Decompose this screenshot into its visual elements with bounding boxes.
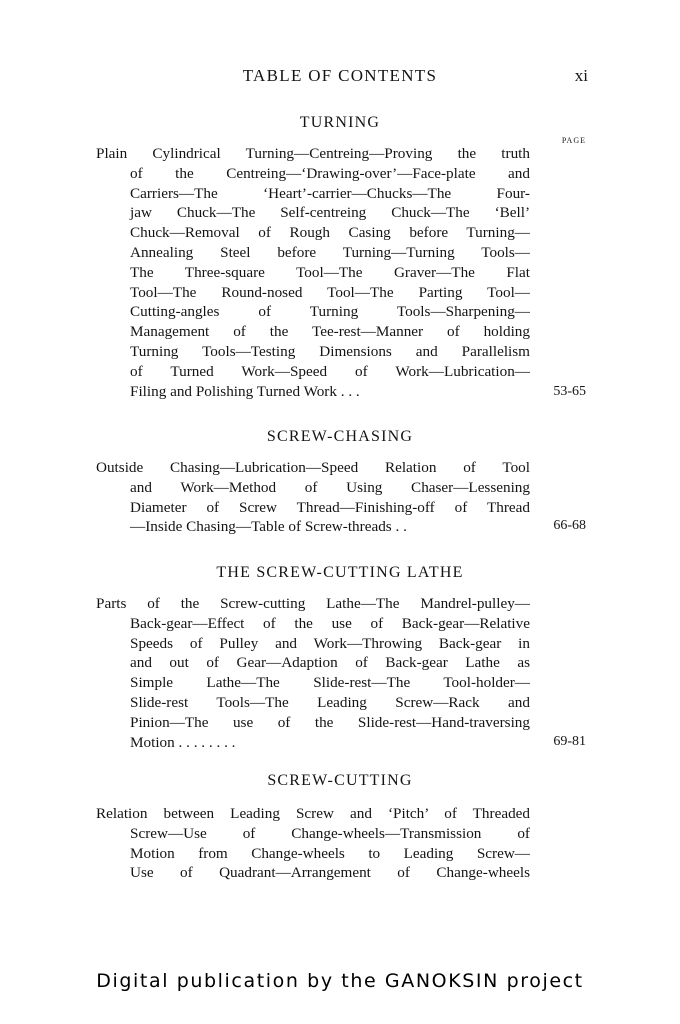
toc-line: Motion from Change-wheels to Leading Screw— bbox=[130, 844, 530, 862]
section-heading-screw-chasing: SCREW-CHASING bbox=[266, 428, 414, 445]
toc-line: Carriers—The ‘Heart’-carrier—Chucks—The Four- bbox=[130, 184, 530, 202]
toc-line: Screw—Use of Change-wheels—Transmission of bbox=[130, 824, 530, 842]
toc-entry-turning bbox=[96, 144, 530, 401]
toc-line: Tool—The Round-nosed Tool—The Parting Tool— bbox=[130, 283, 530, 301]
toc-entry-screw-chasing bbox=[96, 458, 530, 537]
toc-line: Parts of the Screw-cutting Lathe—The Mandrel-pulley— bbox=[96, 595, 530, 612]
running-head bbox=[0, 66, 680, 92]
toc-line: Slide-rest Tools—The Leading Screw—Rack and bbox=[130, 693, 530, 711]
toc-line: Chuck—Removal of Rough Casing before Turning— bbox=[130, 224, 530, 242]
toc-line: and out of Gear—Adaption of Back-gear Lathe as bbox=[130, 654, 530, 672]
toc-line: Use of Quadrant—Arrangement of Change-wheels bbox=[130, 864, 530, 882]
section-heading-screw-cutting: SCREW-CUTTING bbox=[267, 772, 413, 789]
toc-line: Outside Chasing—Lubrication—Speed Relation of Tool bbox=[96, 459, 530, 476]
page-range-turning: 53-65 bbox=[553, 384, 586, 399]
toc-entry-screw-cutting-lathe bbox=[96, 594, 530, 752]
toc-line: Back-gear—Effect of the use of Back-gear—Relative bbox=[130, 614, 530, 632]
toc-line: Cutting-angles of Turning Tools—Sharpening— bbox=[130, 303, 530, 321]
publisher-footer: Digital publication by the GANOKSIN project bbox=[96, 970, 584, 992]
toc-line: —Inside Chasing—Table of Screw-threads . . bbox=[130, 518, 407, 536]
running-head-title: TABLE OF CONTENTS bbox=[242, 66, 438, 85]
toc-line: Motion . . . . . . . . bbox=[130, 733, 236, 751]
page-number: xi bbox=[574, 66, 588, 85]
toc-line: of the Centreing—‘Drawing-over’—Face-plate and bbox=[130, 164, 530, 182]
section-heading-turning: TURNING bbox=[299, 114, 381, 131]
toc-line: Annealing Steel before Turning—Turning Tools— bbox=[130, 243, 530, 261]
toc-line: Plain Cylindrical Turning—Centreing—Proving the truth bbox=[96, 145, 530, 162]
toc-line: The Three-square Tool—The Graver—The Flat bbox=[130, 263, 530, 281]
toc-line: Pinion—The use of the Slide-rest—Hand-traversing bbox=[130, 713, 530, 731]
toc-line: Management of the Tee-rest—Manner of holding bbox=[130, 323, 530, 341]
toc-line: of Turned Work—Speed of Work—Lubrication— bbox=[130, 362, 530, 380]
section-heading-screw-cutting-lathe: THE SCREW-CUTTING LATHE bbox=[216, 564, 464, 581]
toc-line: and Work—Method of Using Chaser—Lessening bbox=[130, 478, 530, 496]
page-column-label: PAGE bbox=[561, 136, 586, 145]
toc-line: Filing and Polishing Turned Work . . . bbox=[130, 382, 360, 400]
toc-line: jaw Chuck—The Self-centreing Chuck—The ‘Bell’ bbox=[130, 204, 530, 222]
toc-entry-screw-cutting bbox=[96, 804, 530, 883]
toc-line: Simple Lathe—The Slide-rest—The Tool-holder— bbox=[130, 674, 530, 692]
page-range-screw-cutting-lathe: 69-81 bbox=[553, 734, 586, 749]
toc-line: Diameter of Screw Thread—Finishing-off of Thread bbox=[130, 498, 530, 516]
toc-line: Relation between Leading Screw and ‘Pitch’ of Threaded bbox=[96, 805, 530, 822]
toc-line: Turning Tools—Testing Dimensions and Parallelism bbox=[130, 342, 530, 360]
toc-line: Speeds of Pulley and Work—Throwing Back-gear in bbox=[130, 634, 530, 652]
page-range-screw-chasing: 66-68 bbox=[553, 518, 586, 533]
